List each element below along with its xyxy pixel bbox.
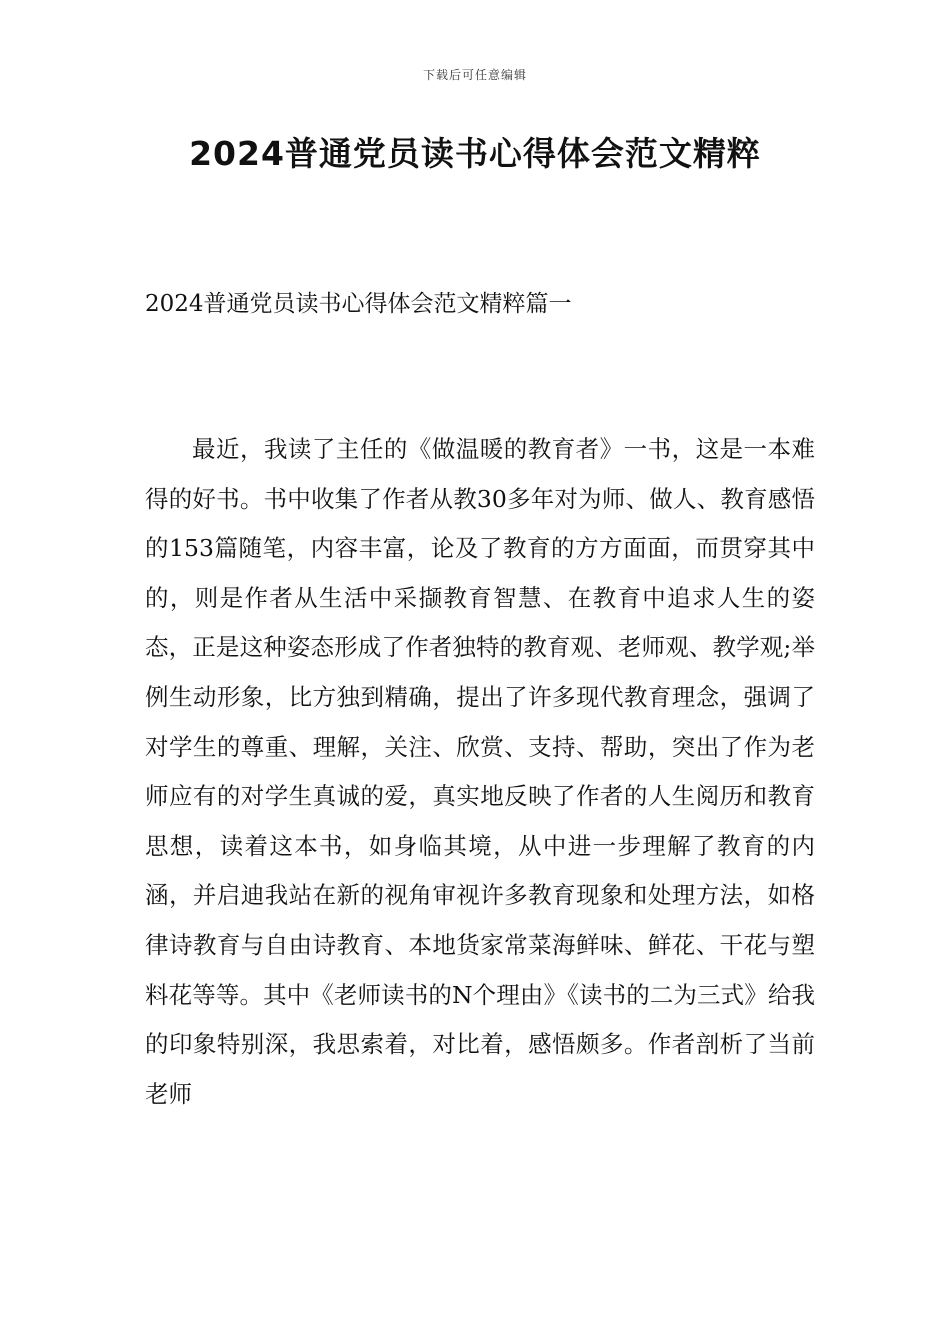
body-paragraph: 最近，我读了主任的《做温暖的教育者》一书，这是一本难得的好书。书中收集了作者从教30多年对为师、做人、教育感悟的153篇随笔，内容丰富，论及了教育的方方面面，而贯穿其中的，则是作者从生活中采撷教育智慧、在教育中追求人生的姿态，正是这种姿态形成了作者独特的教育观、老师观、教学观;举例生动形象，比方独到精确，提出了许多现代教育理念，强调了对学生的尊重、理解，关注、欣赏、支持、帮助，突出了作为老师应有的对学生真诚的爱，真实地反映了作者的人生阅历和教育思想，读着这本书，如身临其境，从中进一步理解了教育的内涵，并启迪我站在新的视角审视许多教育现象和处理方法，如格律诗教育与自由诗教育、本地货家常菜海鲜味、鲜花、干花与塑料花等等。其中《老师读书的N个理由》《读书的二为三式》给我的印象特别深，我思索着，对比着，感悟颇多。作者剖析了当前老师 xyxy=(145,435,815,1108)
header-note: 下载后可任意编辑 xyxy=(422,68,527,82)
section-heading: 2024普通党员读书心得体会范文精粹篇一 xyxy=(145,291,572,317)
document-title: 2024普通党员读书心得体会范文精粹 xyxy=(189,134,761,173)
